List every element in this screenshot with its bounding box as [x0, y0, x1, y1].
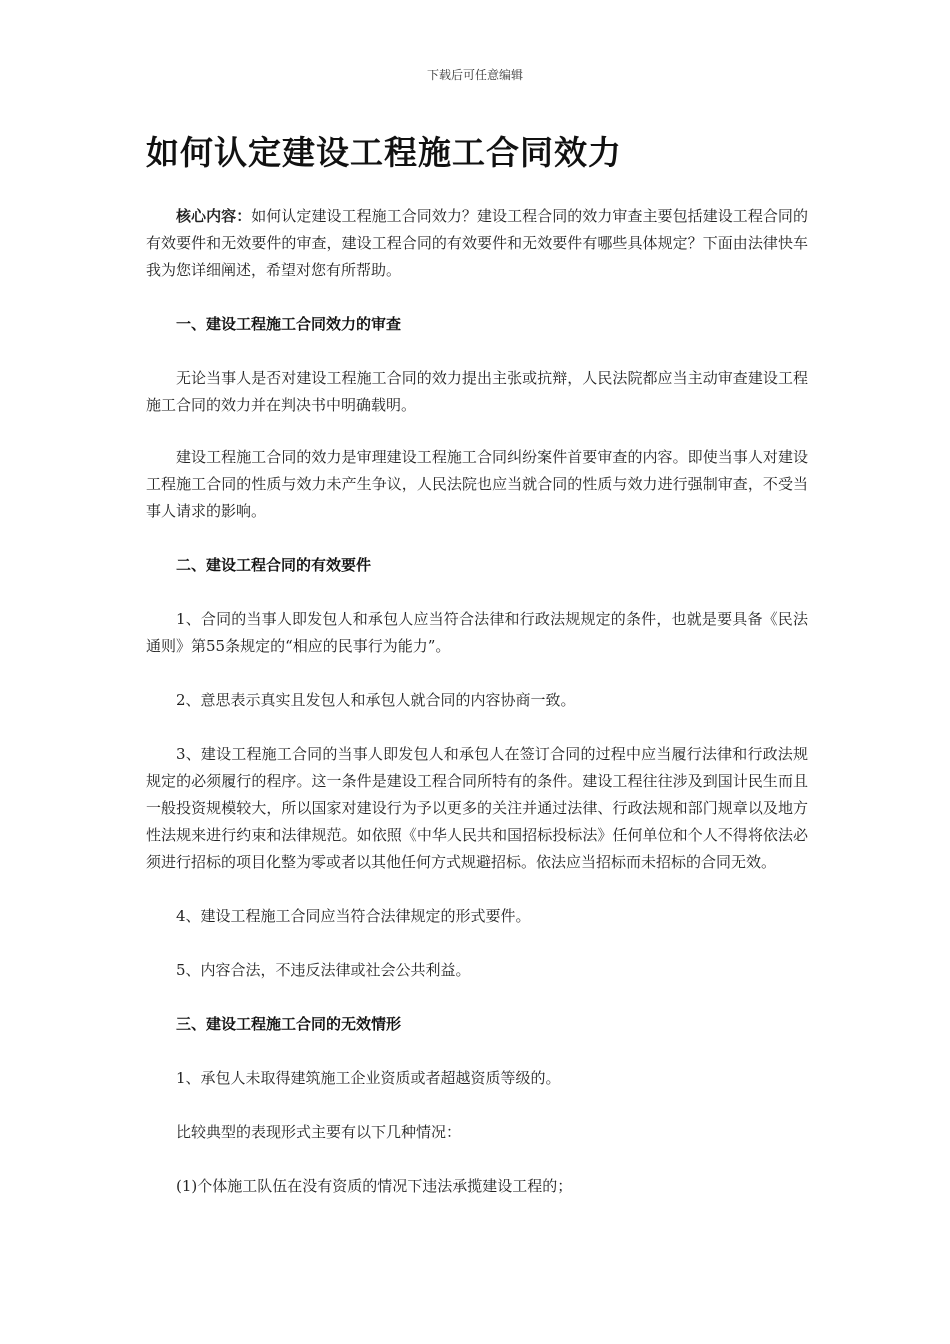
- paragraph: 1、合同的当事人即发包人和承包人应当符合法律和行政法规规定的条件，也就是要具备《民法通则》第55条规定的“相应的民事行为能力”。: [146, 610, 808, 655]
- paragraph: 4、建设工程施工合同应当符合法律规定的形式要件。: [176, 907, 531, 925]
- paragraph: 建设工程施工合同的效力是审理建设工程施工合同纠纷案件首要审查的内容。即使当事人对建设工程施工合同的性质与效力未产生争议，人民法院也应当就合同的性质与效力进行强制审查，不受当事人请求的影响。: [146, 448, 808, 520]
- paragraph: 2、意思表示真实且发包人和承包人就合同的内容协商一致。: [176, 691, 576, 709]
- section-heading-3: 三、建设工程施工合同的无效情形: [176, 1015, 402, 1033]
- intro-text: 如何认定建设工程施工合同效力？建设工程合同的效力审查主要包括建设工程合同的有效要件和无效要件的审查，建设工程合同的有效要件和无效要件有哪些具体规定？下面由法律快车我为您详细阐述，希望对您有所帮助。: [146, 207, 808, 279]
- section-heading-1: 一、建设工程施工合同效力的审查: [176, 315, 402, 333]
- paragraph: 5、内容合法，不违反法律或社会公共利益。: [176, 961, 471, 979]
- document-body: [146, 203, 808, 1200]
- paragraph: 3、建设工程施工合同的当事人即发包人和承包人在签订合同的过程中应当履行法律和行政法规规定的必须履行的程序。这一条件是建设工程合同所特有的条件。建设工程往往涉及到国计民生而且一般投资规模较大，所以国家对建设行为予以更多的关注并通过法律、行政法规和部门规章以及地方性法规来进行约束和法律规范。如依照《中华人民共和国招标投标法》任何单位和个人不得将依法必须进行招标的项目化整为零或者以其他任何方式规避招标。依法应当招标而未招标的合同无效。: [146, 745, 808, 871]
- paragraph: (1)个体施工队伍在没有资质的情况下违法承揽建设工程的；: [176, 1177, 573, 1195]
- intro-paragraph: [146, 203, 808, 284]
- paragraph: 无论当事人是否对建设工程施工合同的效力提出主张或抗辩，人民法院都应当主动审查建设工程施工合同的效力并在判决书中明确载明。: [146, 369, 808, 414]
- paragraph: 比较典型的表现形式主要有以下几种情况：: [176, 1123, 462, 1141]
- document-title: 如何认定建设工程施工合同效力: [146, 133, 622, 172]
- section-heading-2: 二、建设工程合同的有效要件: [176, 556, 372, 574]
- intro-label: 核心内容：: [176, 207, 252, 225]
- header-note: 下载后可任意编辑: [426, 68, 523, 82]
- paragraph: 1、承包人未取得建筑施工企业资质或者超越资质等级的。: [176, 1069, 561, 1087]
